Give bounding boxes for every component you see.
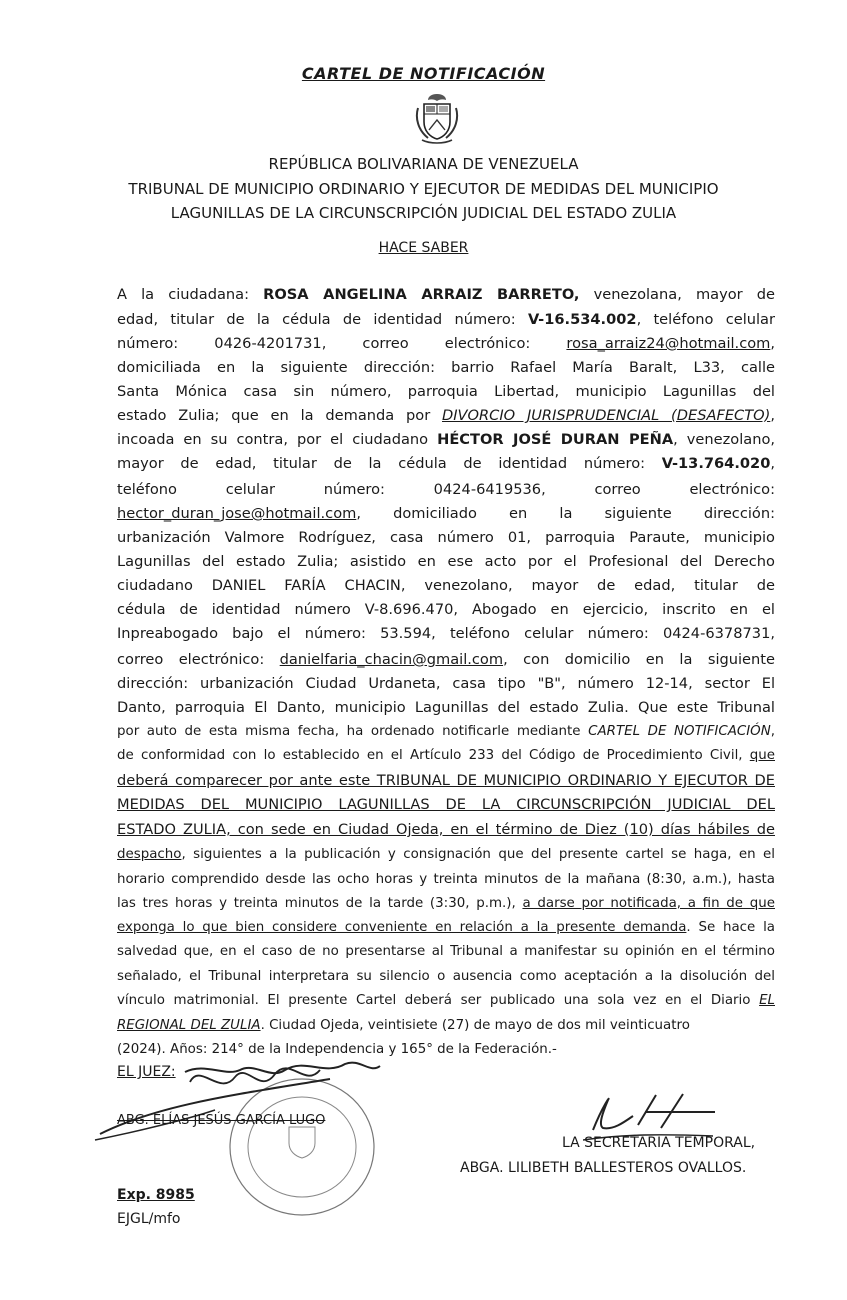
body-line: estado Zulia; que en la demanda por DIVORCIO JURISPRUDENCIAL (DESAFECTO),: [117, 407, 775, 424]
body-line: Santa Mónica casa sin número, parroquia Libertad, municipio Lagunillas del: [117, 383, 775, 400]
body-line: mayor de edad, titular de la cédula de identidad número: V-13.764.020,: [117, 455, 775, 472]
body-line: número: 0426-4201731, correo electrónico: rosa_arraiz24@hotmail.com,: [117, 335, 775, 352]
plaintiff-name: HÉCTOR JOSÉ DURAN PEÑA: [437, 431, 674, 448]
body-line: ciudadano DANIEL FARÍA CHACIN, venezolano, mayor de edad, titular de: [117, 577, 775, 594]
body-line: MEDIDAS DEL MUNICIPIO LAGUNILLAS DE LA CIRCUNSCRIPCIÓN JUDICIAL DEL: [117, 796, 775, 813]
body-line: hector_duran_jose@hotmail.com, domiciliado en la siguiente dirección:: [117, 505, 775, 522]
body-line: REGIONAL DEL ZULIA. Ciudad Ojeda, veintisiete (27) de mayo de dos mil veinticuatro: [117, 1018, 690, 1033]
body-line: (2024). Años: 214° de la Independencia y 165° de la Federación.-: [117, 1042, 557, 1057]
header-republic: REPÚBLICA BOLIVARIANA DE VENEZUELA: [268, 155, 579, 173]
body-line: las tres horas y treinta minutos de la tarde (3:30, p.m.), a darse por notificada, a fin de que: [117, 896, 775, 911]
secretary-name: ABGA. LILIBETH BALLESTEROS OVALLOS.: [460, 1160, 747, 1176]
initials: EJGL/mfo: [117, 1211, 181, 1227]
judge-label: EL JUEZ:: [117, 1064, 176, 1080]
body-line: salvedad que, en el caso de no presentarse al Tribunal a manifestar su opinión en el término: [117, 944, 775, 959]
body-line: A la ciudadana: ROSA ANGELINA ARRAIZ BARRETO, venezolana, mayor de: [117, 286, 776, 303]
lawyer-email: danielfaria_chacin@gmail.com: [279, 651, 504, 668]
body-line: despacho, siguientes a la publicación y consignación que del presente cartel se haga, en el: [117, 847, 775, 862]
newspaper-name: REGIONAL DEL ZULIA: [117, 1018, 261, 1033]
recipient-email: rosa_arraiz24@hotmail.com: [566, 335, 771, 352]
body-line: Danto, parroquia El Danto, municipio Lagunillas del estado Zulia. Que este Tribunal: [117, 699, 775, 716]
recipient-id: V-16.534.002: [527, 311, 637, 328]
body-line: teléfono celular número: 0424-6419536, correo electrónico:: [117, 481, 775, 498]
body-line: urbanización Valmore Rodríguez, casa número 01, parroquia Paraute, municipio: [117, 529, 775, 546]
hace-saber-heading: HACE SABER: [378, 240, 469, 256]
recipient-name: ROSA ANGELINA ARRAIZ BARRETO,: [263, 286, 580, 303]
body-line: señalado, el Tribunal interpretara su silencio o ausencia como aceptación a la disolución del: [117, 969, 775, 984]
coat-of-arms-icon: [412, 90, 462, 146]
body-line: Inpreabogado bajo el número: 53.594, teléfono celular número: 0424-6378731,: [117, 625, 775, 642]
body-line: domiciliada en la siguiente dirección: barrio Rafael María Baralt, L33, calle: [117, 359, 775, 376]
body-line: por auto de esta misma fecha, ha ordenado notificarle mediante CARTEL DE NOTIFICACIÓN,: [117, 724, 775, 739]
expediente-number: Exp. 8985: [117, 1187, 195, 1203]
judge-signature-icon: [90, 1052, 390, 1172]
body-line: edad, titular de la cédula de identidad número: V-16.534.002, teléfono celular: [117, 311, 776, 328]
document-title: CARTEL DE NOTIFICACIÓN: [301, 64, 546, 83]
body-line: dirección: urbanización Ciudad Urdaneta, casa tipo "B", número 12-14, sector El: [117, 675, 775, 692]
judge-name: ABG. ELÍAS JESÚS GARCÍA LUGO: [117, 1113, 326, 1128]
body-line: horario comprendido desde las ocho horas y treinta minutos de la mañana (8:30, a.m.), hasta: [117, 872, 775, 887]
body-line: vínculo matrimonial. El presente Cartel deberá ser publicado una sola vez en el Diario EL: [117, 993, 775, 1008]
plaintiff-id: V-13.764.020: [661, 455, 771, 472]
body-line: Lagunillas del estado Zulia; asistido en ese acto por el Profesional del Derecho: [117, 553, 775, 570]
body-line: correo electrónico: danielfaria_chacin@gmail.com, con domicilio en la siguiente: [117, 651, 775, 668]
body-line: incoada en su contra, por el ciudadano HÉCTOR JOSÉ DURAN PEÑA, venezolano,: [117, 431, 776, 448]
body-line: deberá comparecer por ante este TRIBUNAL DE MUNICIPIO ORDINARIO Y EJECUTOR DE: [117, 772, 775, 789]
header-tribunal: TRIBUNAL DE MUNICIPIO ORDINARIO Y EJECUTOR DE MEDIDAS DEL MUNICIPIO: [128, 180, 719, 198]
body-line: cédula de identidad número V-8.696.470, Abogado en ejercicio, inscrito en el: [117, 601, 775, 618]
body-line: exponga lo que bien considere conveniente en relación a la presente demanda. Se hace la: [117, 920, 775, 935]
plaintiff-email: hector_duran_jose@hotmail.com: [117, 505, 357, 522]
body-line: de conformidad con lo establecido en el Artículo 233 del Código de Procedimiento Civil, que: [117, 748, 775, 763]
case-type: DIVORCIO JURISPRUDENCIAL (DESAFECTO): [442, 407, 771, 424]
secretary-title: LA SECRETARIA TEMPORAL,: [562, 1135, 756, 1151]
header-jurisdiction: LAGUNILLAS DE LA CIRCUNSCRIPCIÓN JUDICIAL DEL ESTADO ZULIA: [170, 204, 677, 222]
body-line: ESTADO ZULIA, con sede en Ciudad Ojeda, en el término de Diez (10) días hábiles de: [117, 821, 775, 838]
